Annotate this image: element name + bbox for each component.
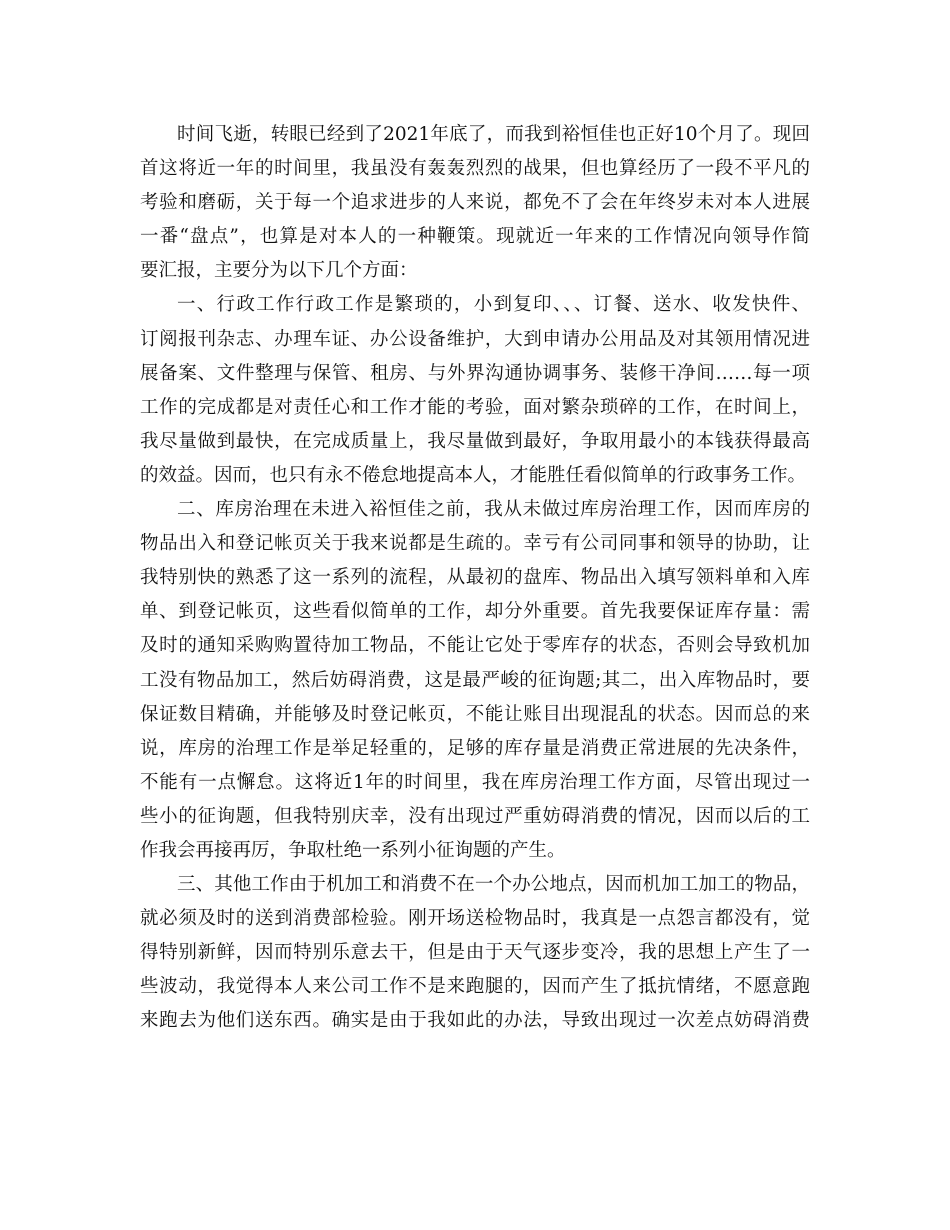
paragraph-line: 得特别新鲜，因而特别乐意去干，但是由于天气逐步变冷，我的思想上产生了一 (140, 942, 810, 964)
paragraph-line: 订阅报刊杂志、办理车证、办公设备维护，大到申请办公用品及对其领用情况进 (140, 328, 810, 350)
paragraph-line: 不能有一点懈怠。这将近1年的时间里，我在库房治理工作方面，尽管出现过一 (140, 771, 810, 793)
paragraph-line: 展备案、文件整理与保管、租房、与外界沟通协调事务、装修干净间……每一项 (140, 362, 810, 384)
paragraph-line: 说，库房的治理工作是举足轻重的，足够的库存量是消费正常进展的先决条件， (140, 737, 810, 759)
paragraph-line: 就必须及时的送到消费部检验。刚开场送检物品时，我真是一点怨言都没有，觉 (140, 908, 810, 930)
paragraph-line: 作我会再接再厉，争取杜绝一系列小征询题的产生。 (140, 839, 566, 861)
paragraph-other-work (140, 868, 810, 1038)
paragraph-line: 考验和磨砺，关于每一个追求进步的人来说，都免不了会在年终岁未对本人进展 (140, 192, 810, 214)
paragraph-line: 保证数目精确，并能够及时登记帐页，不能让账目出现混乱的状态。因而总的来 (140, 703, 810, 725)
paragraph-line: 我尽量做到最快，在完成质量上，我尽量做到最好，争取用最小的本钱获得最高 (140, 430, 810, 452)
paragraph-line: 一、行政工作行政工作是繁琐的，小到复印、、、订餐、送水、收发快件、 (177, 294, 810, 316)
paragraph-line: 工没有物品加工，然后妨碍消费，这是最严峻的征询题;其二，出入库物品时，要 (140, 669, 810, 691)
paragraph-line: 些小的征询题，但我特别庆幸，没有出现过严重妨碍消费的情况，因而以后的工 (140, 805, 810, 827)
paragraph-line: 我特别快的熟悉了这一系列的流程，从最初的盘库、物品出入填写领料单和入库 (140, 567, 810, 589)
paragraph-line: 单、到登记帐页，这些看似简单的工作，却分外重要。首先我要保证库存量：需 (140, 601, 810, 623)
paragraph-line: 来跑去为他们送东西。确实是由于我如此的办法，导致出现过一次差点妨碍消费 (140, 1010, 810, 1032)
paragraph-line: 要汇报，主要分为以下几个方面： (140, 260, 418, 282)
paragraph-line: 首这将近一年的时间里，我虽没有轰轰烈烈的战果，但也算经历了一段不平凡的 (140, 158, 810, 180)
paragraph-line: 工作的完成都是对责任心和工作才能的考验，面对繁杂琐碎的工作，在时间上， (140, 396, 810, 418)
paragraph-administrative-work (140, 288, 810, 493)
paragraph-line: 一番“盘点”，也算是对本人的一种鞭策。现就近一年来的工作情况向领导作简 (140, 226, 810, 248)
paragraph-line: 的效益。因而，也只有永不倦怠地提高本人，才能胜任看似简单的行政事务工作。 (140, 464, 807, 486)
paragraph-line: 物品出入和登记帐页关于我来说都是生疏的。幸亏有公司同事和领导的协助，让 (140, 533, 810, 555)
paragraph-intro (140, 118, 810, 288)
paragraph-line: 些波动，我觉得本人来公司工作不是来跑腿的，因而产生了抵抗情绪，不愿意跑 (140, 976, 810, 998)
paragraph-line: 及时的通知采购购置待加工物品，不能让它处于零库存的状态，否则会导致机加 (140, 635, 810, 657)
paragraph-warehouse-management (140, 493, 810, 868)
paragraph-line: 三、其他工作由于机加工和消费不在一个办公地点，因而机加工加工的物品， (177, 874, 810, 896)
paragraph-line: 时间飞逝，转眼已经到了2021年底了，而我到裕恒佳也正好10个月了。现回 (177, 124, 810, 145)
document-body (140, 118, 810, 1039)
paragraph-line: 二、库房治理在未进入裕恒佳之前，我从未做过库房治理工作，因而库房的 (177, 499, 810, 521)
